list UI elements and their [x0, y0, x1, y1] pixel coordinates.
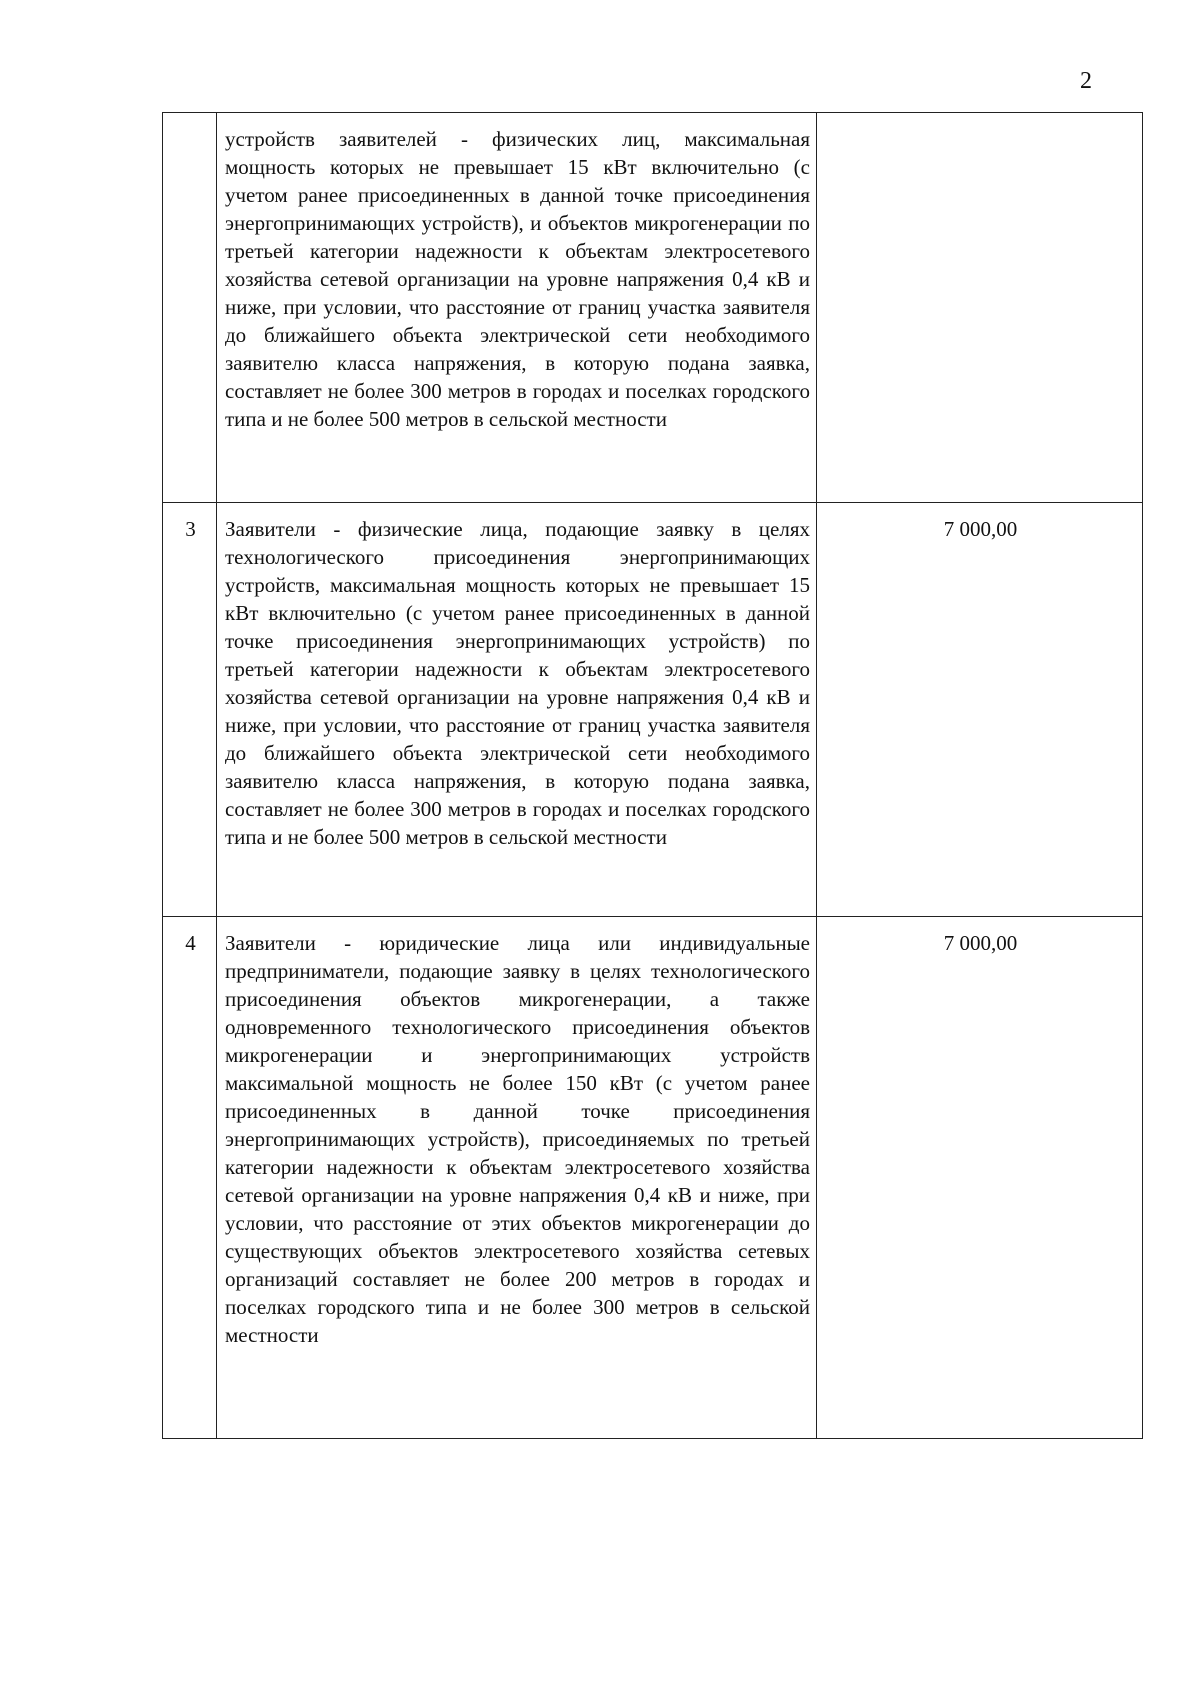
table-row: [163, 503, 1143, 917]
row-number-cell: 3: [163, 503, 217, 917]
row-description-cell: Заявители - физические лица, подающие заявку в целях технологического присоединения энергопринимающих устройств, максимальная мощность которых не превышает 15 кВт включительно (с учетом ранее присоединенных в данной точке присоединения энергопринимающих устройств) по третьей категории надежности к объектам электросетевого хозяйства сетевой организации на уровне напряжения 0,4 кВ и ниже, при условии, что расстояние от границ участка заявителя до ближайшего объекта электрической сети необходимого заявителю класса напряжения, в которую подана заявка, составляет не более 300 метров в городах и поселках городского типа и не более 500 метров в сельской местности: [217, 503, 817, 917]
row-price-cell: 7 000,00: [817, 917, 1143, 1439]
table-row: [163, 917, 1143, 1439]
page-number: 2: [1080, 68, 1092, 94]
row-description-cell: Заявители - юридические лица или индивидуальные предприниматели, подающие заявку в целях технологического присоединения объектов микрогенерации, а также одновременного технологического присоединения объектов микрогенерации и энергопринимающих устройств максимальной мощность не более 150 кВт (с учетом ранее присоединенных в данной точке присоединения энергопринимающих устройств), присоединяемых по третьей категории надежности к объектам электросетевого хозяйства сетевой организации на уровне напряжения 0,4 кВ и ниже, при условии, что расстояние от этих объектов микрогенерации до существующих объектов электросетевого хозяйства сетевых организаций составляет не более 200 метров в городах и поселках городского типа и не более 300 метров в сельской местности: [217, 917, 817, 1439]
row-price-cell: [817, 113, 1143, 503]
tariff-table: [162, 112, 1143, 1439]
row-number-cell: 4: [163, 917, 217, 1439]
row-description-cell: устройств заявителей - физических лиц, максимальная мощность которых не превышает 15 кВт включительно (с учетом ранее присоединенных в данной точке присоединения энергопринимающих устройств), и объектов микрогенерации по третьей категории надежности к объектам электросетевого хозяйства сетевой организации на уровне напряжения 0,4 кВ и ниже, при условии, что расстояние от границ участка заявителя до ближайшего объекта электрической сети необходимого заявителю класса напряжения, в которую подана заявка, составляет не более 300 метров в городах и поселках городского типа и не более 500 метров в сельской местности: [217, 113, 817, 503]
row-number-cell: [163, 113, 217, 503]
row-price-cell: 7 000,00: [817, 503, 1143, 917]
table-row: [163, 113, 1143, 503]
